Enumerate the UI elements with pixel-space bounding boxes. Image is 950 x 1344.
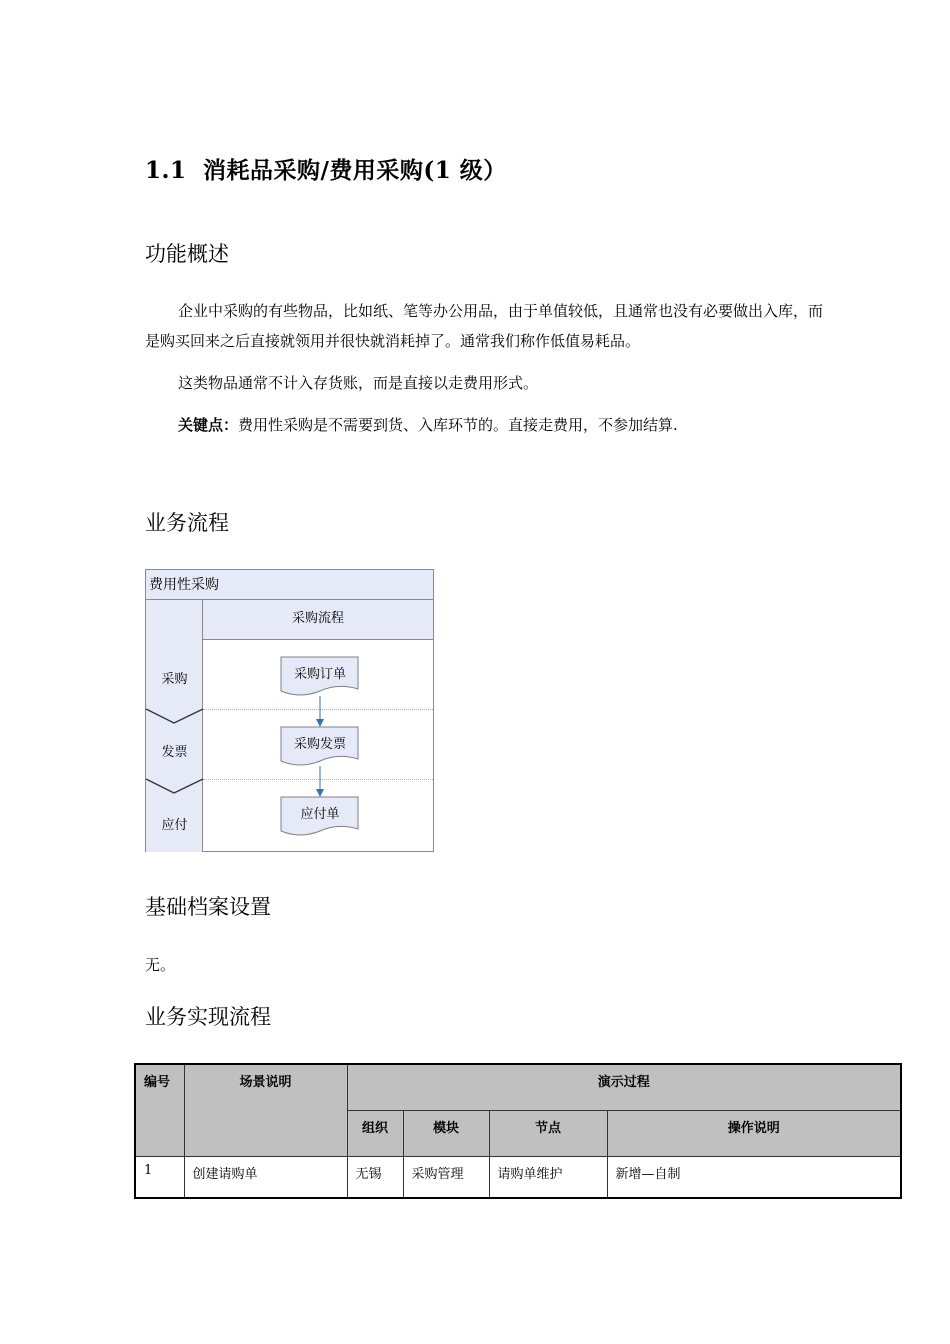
- th-node: 节点: [489, 1110, 607, 1156]
- node-label: 采购订单: [293, 667, 346, 682]
- diagram-column-header: 采购流程: [203, 600, 433, 640]
- lane-label-purchase: 采购: [161, 672, 188, 687]
- node-purchase-invoice: [280, 726, 360, 768]
- key-point-text: 费用性采购是不需要到货、入库环节的。直接走费用，不参加结算.: [238, 416, 678, 434]
- section-number: 1.1: [145, 157, 187, 184]
- cell-node: 请购单维护: [489, 1156, 607, 1198]
- implementation-heading: 业务实现流程: [145, 1005, 271, 1029]
- flow-diagram: [145, 569, 434, 852]
- cell-scene: 创建请购单: [184, 1156, 347, 1198]
- overview-paragraph-1: 企业中采购的有些物品，比如纸、笔等办公用品，由于单值较低，且通常也没有必要做出入库，而是购买回来之后直接就领用并很快就消耗掉了。通常我们称作低值易耗品。: [145, 302, 824, 350]
- cell-org: 无锡: [347, 1156, 403, 1198]
- table-row: [135, 1156, 901, 1198]
- basic-settings-text: 无。: [145, 956, 176, 974]
- overview-paragraph-3: [145, 410, 825, 440]
- lane-separator-chevron: [146, 777, 204, 797]
- th-no: 编号: [135, 1064, 184, 1156]
- key-point-label: 关键点：: [178, 416, 239, 434]
- node-purchase-order: [280, 656, 360, 698]
- section-title: 消耗品采购/费用采购(1 级）: [203, 157, 507, 184]
- lane-label-invoice: 发票: [161, 745, 188, 760]
- node-payable: [280, 796, 360, 838]
- flow-arrow: [314, 696, 326, 728]
- th-scene: 场景说明: [184, 1064, 347, 1156]
- node-label: 应付单: [300, 807, 340, 822]
- process-table: [134, 1063, 902, 1199]
- node-label: 采购发票: [293, 737, 346, 752]
- th-op: 操作说明: [607, 1110, 901, 1156]
- basic-settings-heading: 基础档案设置: [145, 895, 271, 919]
- th-demo: 演示过程: [347, 1064, 901, 1110]
- overview-paragraph-2: 这类物品通常不计入存货账，而是直接以走费用形式。: [178, 374, 539, 392]
- flow-arrow: [314, 766, 326, 798]
- th-module: 模块: [403, 1110, 489, 1156]
- diagram-title: 费用性采购: [146, 570, 433, 600]
- cell-module: 采购管理: [403, 1156, 489, 1198]
- section-heading: [145, 152, 507, 185]
- overview-heading: 功能概述: [145, 242, 229, 266]
- th-org: 组织: [347, 1110, 403, 1156]
- cell-no: 1: [135, 1156, 184, 1198]
- cell-op: 新增—自制: [607, 1156, 901, 1198]
- lane-label-payable: 应付: [161, 818, 188, 833]
- lane-separator-chevron: [146, 707, 204, 727]
- flow-heading: 业务流程: [145, 511, 229, 535]
